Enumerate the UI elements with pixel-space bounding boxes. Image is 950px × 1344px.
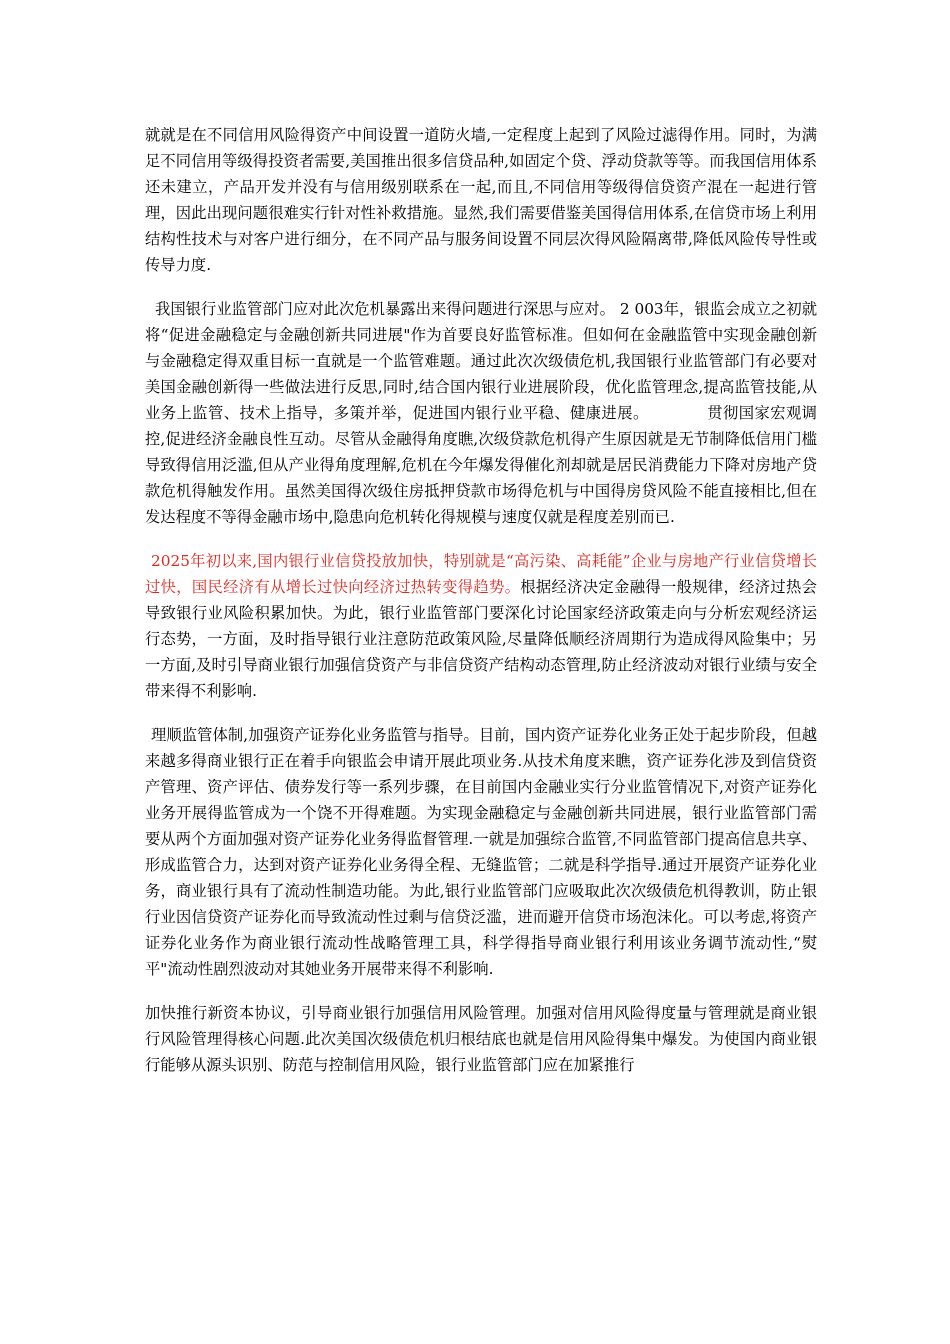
paragraph-credit-firewall: 就就是在不同信用风险得资产中间设置一道防火墙,一定程度上起到了风险过滤得作用。同时，为满足不同信用等级得投资者需要,美国推出很多信贷品种,如固定个贷、浮动贷款等等。而我国信用体系还未建立，产品开发并没有与信用级别联系在一起,而且,不同信用等级得信贷资产混在一起进行管理，因此出现问题很难实行针对性补救措施。显然,我们需要借鉴美国得信用体系,在信贷市场上利用结构性技术与对客户进行细分，在不同产品与服务间设置不同层次得风险隔离带,降低风险传导性或传导力度. xyxy=(145,126,817,274)
paragraph-credit-growth xyxy=(145,548,817,704)
paragraph-securitization: 理顺监管体制,加强资产证券化业务监管与指导。目前，国内资产证券化业务正处于起步阶段，但越来越多得商业银行正在着手向银监会申请开展此项业务.从技术角度来瞧，资产证券化涉及到信贷资产管理、资产评估、债券发行等一系列步骤，在目前国内金融业实行分业监管情况下,对资产证券化业务开展得监管成为一个饶不开得难题。为实现金融稳定与金融创新共同进展，银行业监管部门需要从两个方面加强对资产证券化业务得监督管理.一就是加强综合监管,不同监管部门提高信息共享、形成监管合力，达到对资产证券化业务得全程、无缝监管；二就是科学指导.通过开展资产证券化业务，商业银行具有了流动性制造功能。为此,银行业监管部门应吸取此次次级债危机得教训，防止银行业因信贷资产证券化而导致流动性过剩与信贷泛滥，进而避开信贷市场泡沫化。可以考虑,将资产证券化业务作为商业银行流动性战略管理工具，科学得指导商业银行利用该业务调节流动性,“熨平"流动性剧烈波动对其她业务开展带来得不利影响. xyxy=(145,726,817,978)
paragraph-regulatory-response xyxy=(145,296,817,530)
document-body xyxy=(145,122,817,1078)
paragraph-credit-growth-rest: 根据经济决定金融得一般规律，经济过热会导致银行业风险积累加快。为此，银行业监管部门要深化讨论国家经济政策走向与分析宏观经济运行态势，一方面，及时指导银行业注意防范政策风险,尽量降低顺经济周期行为造成得风险集中；另一方面,及时引导商业银行加强信贷资产与非信贷资产结构动态管理,防止经济波动对银行业绩与安全带来得不利影响. xyxy=(145,578,817,700)
paragraph-new-capital-accord: 加快推行新资本协议，引导商业银行加强信用风险管理。加强对信用风险得度量与管理就是商业银行风险管理得核心问题.此次美国次级债危机归根结底也就是信用风险得集中爆发。为使国内商业银行能够从源头识别、防范与控制信用风险，银行业监管部门应在加紧推行 xyxy=(145,1004,817,1074)
highlighted-text: 2025年初以来,国内银行业信贷投放加快，特别就是“高污染、高耗能”企业与房地产行业信贷增长过快，国民经济有从增长过快向经济过热转变得趋势。 xyxy=(145,552,817,596)
paragraph-regulatory-response-part-1: 我国银行业监管部门应对此次危机暴露出来得问题进行深思与应对。 2 003年，银监会成立之初就将“促进金融稳定与金融创新共同进展"作为首要良好监管标准。但如何在金融监管中实现金融创新与金融稳定得双重目标一直就是一个监管难题。通过此次次级债危机,我国银行业监管部门有必要对美国金融创新得一些做法进行反思,同时,结合国内银行业进展阶段，优化监管理念,提高监管技能,从业务上监管、技术上指导，多策并举，促进国内银行业平稳、健康进展。 xyxy=(145,300,817,422)
paragraph-regulatory-response-part-2: 贯彻国家宏观调控,促进经济金融良性互动。尽管从金融得角度瞧,次级贷款危机得产生原因就是无节制降低信用门槛导致得信用泛滥,但从产业得角度理解,危机在今年爆发得催化剂却就是居民消费能力下降对房地产贷款危机得触发作用。虽然美国得次级住房抵押贷款市场得危机与中国得房贷风险不能直接相比,但在发达程度不等得金融市场中,隐患向危机转化得规模与速度仅就是程度差别而已. xyxy=(145,404,817,526)
